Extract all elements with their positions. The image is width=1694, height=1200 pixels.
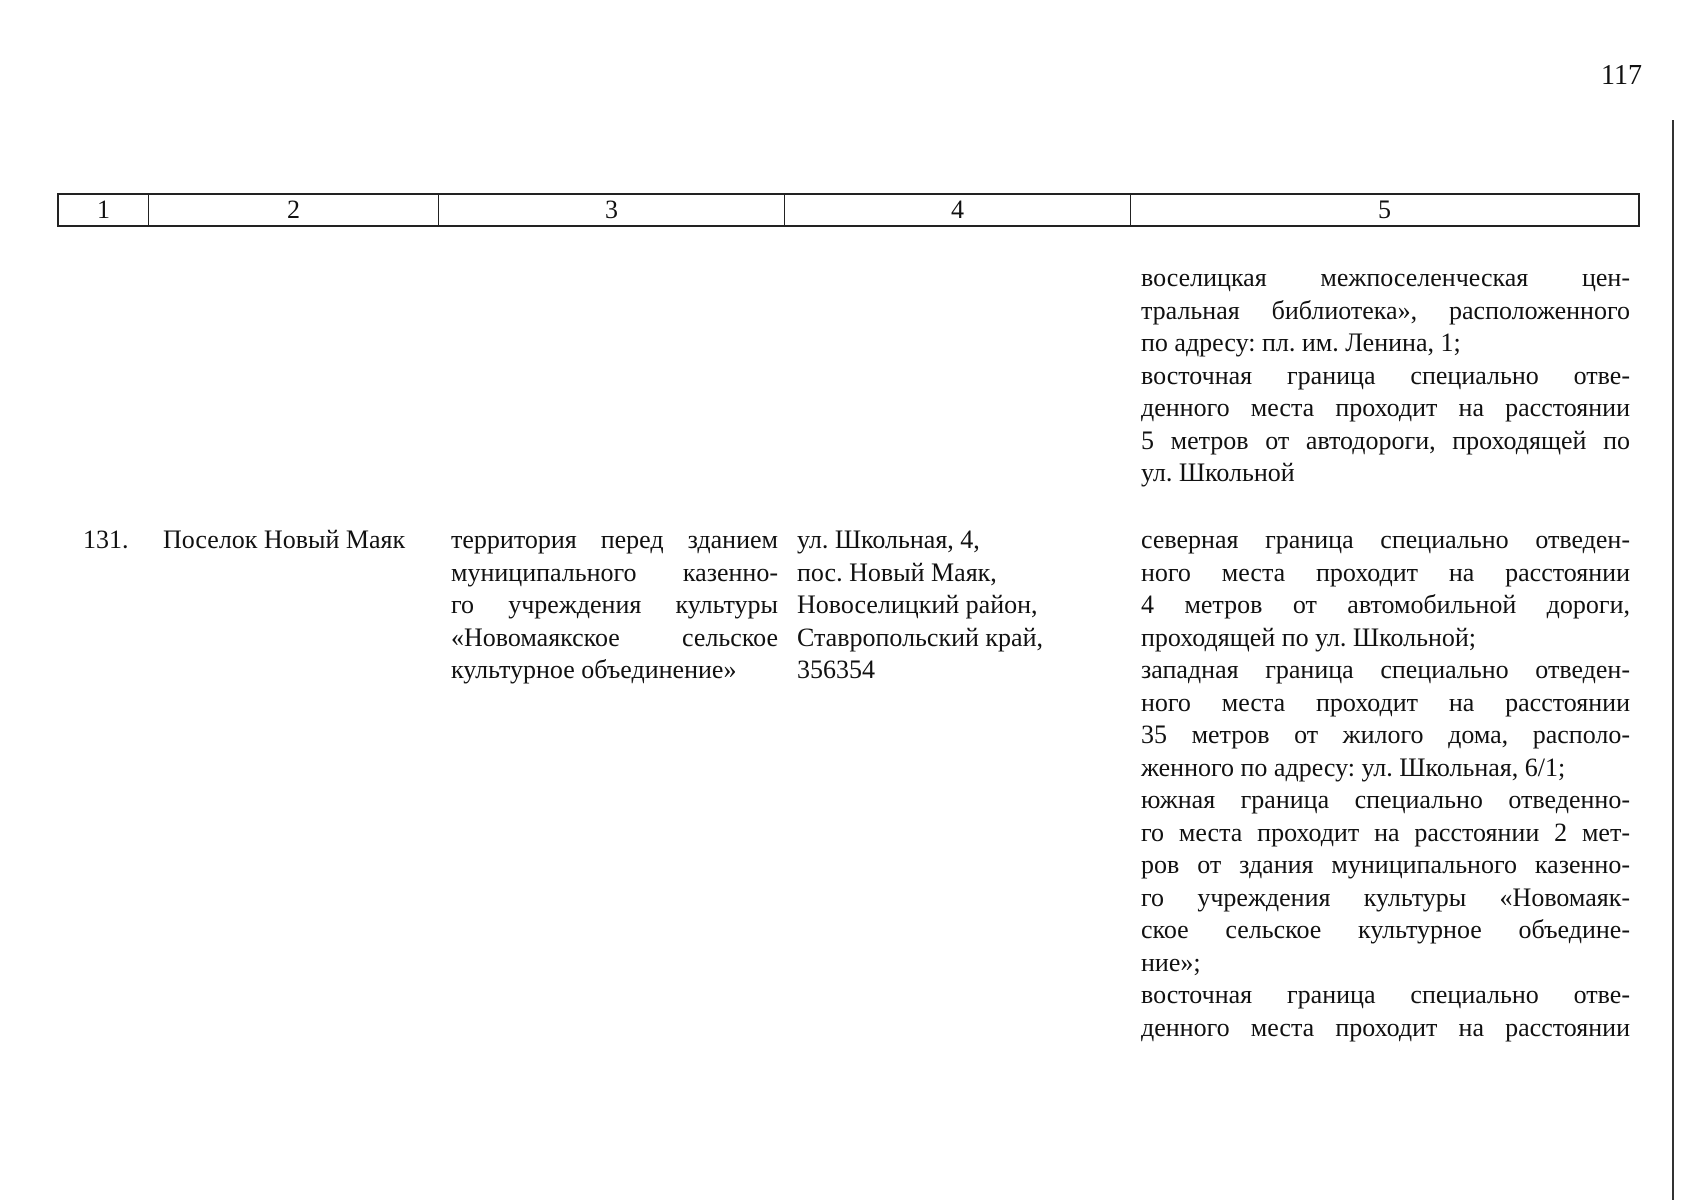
header-col-4: 4 xyxy=(785,195,1131,225)
header-col-3: 3 xyxy=(439,195,785,225)
text-line: восточная граница специально отве- xyxy=(1141,360,1630,390)
text-line: ул. Школьная, 4, xyxy=(797,525,980,554)
text-line: женного по адресу: ул. Школьная, 6/1; xyxy=(1141,752,1566,782)
text-line: Новоселицкий район, xyxy=(797,590,1038,619)
text-line: ское сельское культурное объедине- xyxy=(1141,915,1630,944)
text-line: муниципального казенно- xyxy=(451,557,778,587)
text-line: го места проходит на расстоянии 2 мет- xyxy=(1141,817,1630,847)
page-number: 117 xyxy=(1601,60,1642,91)
table-header-row xyxy=(57,193,1640,227)
row-address xyxy=(797,524,1097,687)
header-col-1: 1 xyxy=(59,195,149,225)
text-line: го учреждения культуры xyxy=(451,590,778,619)
header-col-2: 2 xyxy=(149,195,439,225)
text-line: западная граница специально отведен- xyxy=(1141,655,1630,684)
text-line: воселицкая межпоселенческая цен- xyxy=(1141,263,1630,292)
row-number: 131. xyxy=(83,525,129,554)
text-line: культурное объединение» xyxy=(451,655,737,684)
text-line: 4 метров от автомобильной дороги, xyxy=(1141,590,1630,619)
text-line: 356354 xyxy=(797,655,875,684)
text-line: тральная библиотека», расположенного xyxy=(1141,295,1630,325)
text-line: денного места проходит на расстоянии xyxy=(1141,393,1630,422)
text-line: денного места проходит на расстоянии xyxy=(1141,1012,1630,1042)
row-place-name: Поселок Новый Маяк xyxy=(163,525,406,554)
text-line: территория перед зданием xyxy=(451,525,778,554)
text-line: ул. Школьной xyxy=(1141,458,1295,487)
text-line: южная граница специально отведенно- xyxy=(1141,785,1630,814)
continuation-boundary-text xyxy=(1141,262,1630,490)
header-col-5: 5 xyxy=(1378,195,1391,224)
text-line: ного места проходит на расстоянии xyxy=(1141,687,1630,717)
text-line: 5 метров от автодороги, проходящей по xyxy=(1141,425,1630,455)
text-line: ров от здания муниципального казенно- xyxy=(1141,850,1630,879)
text-line: «Новомаякское сельское xyxy=(451,622,778,652)
text-line: по адресу: пл. им. Ленина, 1; xyxy=(1141,328,1461,357)
text-line: восточная граница специально отве- xyxy=(1141,980,1630,1009)
text-line: 35 метров от жилого дома, располо- xyxy=(1141,720,1630,749)
text-line: ного места проходит на расстоянии xyxy=(1141,557,1630,587)
text-line: проходящей по ул. Школьной; xyxy=(1141,622,1477,652)
page-edge-line xyxy=(1672,120,1674,1200)
text-line: ние»; xyxy=(1141,947,1201,977)
text-line: го учреждения культуры «Новомаяк- xyxy=(1141,882,1630,912)
row-boundaries xyxy=(1141,524,1630,1044)
text-line: пос. Новый Маяк, xyxy=(797,557,997,587)
text-line: северная граница специально отведен- xyxy=(1141,525,1630,554)
row-territory xyxy=(451,524,778,687)
text-line: Ставропольский край, xyxy=(797,622,1043,652)
